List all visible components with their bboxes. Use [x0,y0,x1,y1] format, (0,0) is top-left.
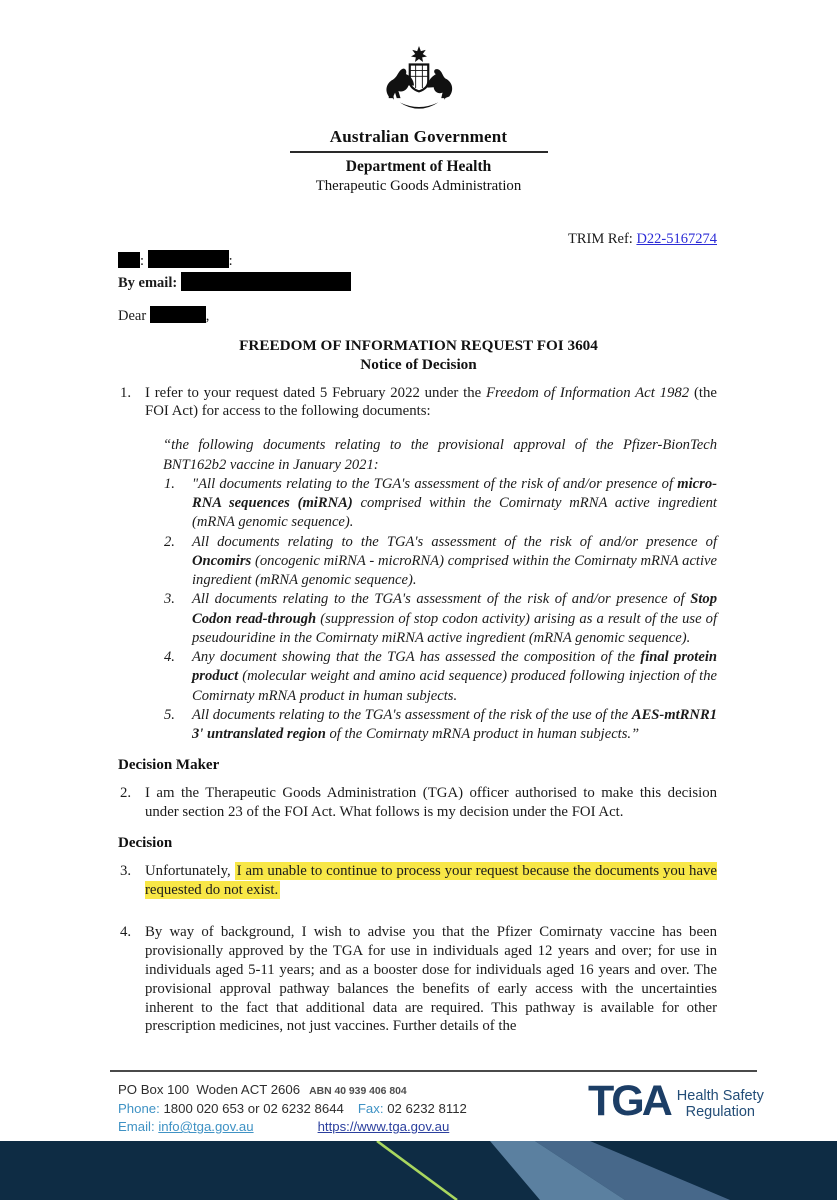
redaction-block [181,272,351,291]
paragraph-3-text: Unfortunately, [145,862,235,879]
quote-item-5 [163,706,717,745]
item-text-post: of the Comirnaty mRNA product in human subjects.” [325,726,640,742]
item-number: 5. [164,706,175,723]
decision-maker-heading: Decision Maker [118,757,220,774]
item-number: 2. [164,533,175,550]
item-text-post: (molecular weight and amino acid sequence) produced following injection of the Comirnaty mRNA product in human subjects. [192,668,717,704]
paragraph-1-text: I refer to your request dated 5 February 2022 under the [145,384,486,401]
trim-ref-label: TRIM Ref: [567,231,637,247]
letterhead [0,0,837,195]
tga-logo-tagline [677,1088,764,1120]
footer-phone-line [118,1100,467,1118]
footer-contact-block [118,1081,467,1137]
header-divider [290,151,548,153]
item-bold-text: final protein product [192,649,717,685]
paragraph-4 [118,923,717,1036]
quote-item-4 [163,648,717,706]
paragraph-2-text: I am the Therapeutic Goods Administration (TGA) officer authorised to make this decision under section 23 of the FOI Act. What follows is my decision under the FOI Act. [145,785,717,821]
trim-ref-line [0,231,717,248]
fax-number: 02 6232 8112 [387,1100,467,1116]
paragraph-number: 3. [120,862,132,879]
recipient-line [118,250,837,272]
department-name: Department of Health [345,158,492,175]
item-bold-text: Stop Codon read-through [192,591,717,627]
paragraph-1-text-post: (the FOI Act) for access to the following documents: [145,384,717,420]
quote-item-1 [163,475,717,533]
quote-item-3 [163,590,717,648]
paragraph-1 [118,384,717,422]
document-title [0,336,837,374]
paragraph-number: 4. [120,924,132,941]
item-text-post: (oncogenic miRNA - microRNA) comprised within the Comirnaty mRNA active ingredient (mRNA genomic sequence). [192,552,717,588]
email-link[interactable]: info@tga.gov.au [158,1119,254,1135]
gov-title: Australian Government [329,127,508,146]
item-bold-text: Oncomirs [192,552,252,569]
website-link[interactable]: https://www.tga.gov.au [317,1119,450,1135]
footer-address-line [118,1081,467,1100]
item-text-post: (suppression of stop codon activity) arising as a result of the use of pseudouridine in the Comirnaty miRNA active ingredient (mRNA genomic sequence). [192,610,717,646]
paragraph-number: 2. [120,785,132,802]
po-box-address: PO Box 100 Woden ACT 2606 [118,1082,301,1097]
abn-number: ABN 40 939 406 804 [309,1086,407,1097]
document-title-line1: FREEDOM OF INFORMATION REQUEST FOI 3604 [239,336,598,354]
item-number: 1. [164,475,175,492]
redaction-separator: : [140,253,145,269]
paragraph-2 [118,784,717,822]
item-text: All documents relating to the TGA's assessment of the risk of the use of the [192,706,632,723]
phone-label: Phone: [118,1100,164,1116]
paragraph-number: 1. [120,384,132,401]
quote-item-2 [163,533,717,591]
item-bold-text: micro-RNA sequences (miRNA) [192,475,717,511]
redaction-separator: : [228,253,233,269]
document-title-line2: Notice of Decision [360,355,477,373]
salutation-line [118,306,837,327]
page-footer [0,1070,837,1142]
salutation-suffix: , [205,308,210,325]
item-text: Any document showing that the TGA has assessed the composition of the [192,649,641,665]
redaction-block [148,250,229,268]
email-label: Email: [118,1119,159,1135]
footer-email-line [118,1118,467,1136]
footer-decorative-band [0,1141,837,1200]
fax-label: Fax: [357,1100,388,1116]
item-text-post: comprised within the Comirnaty mRNA active ingredient (mRNA genomic sequence). [192,495,717,531]
item-bold-text: AES-mtRNR1 3' untranslated region [192,706,717,742]
by-email-label: By email: [118,274,178,291]
address-block [118,250,837,327]
highlighted-decision-text: I am unable to continue to process your request because the documents you have requested do not exist. [145,862,717,898]
salutation-prefix: Dear [118,308,150,325]
tga-logo-text: TGA [588,1077,670,1125]
quoted-request [163,436,717,744]
act-name-italic: Freedom of Information Act 1982 [485,384,690,401]
tagline-line1: Health Safety [676,1088,764,1104]
item-text: All documents relating to the TGA's assessment of the risk of and/or presence of [192,591,691,608]
agency-name: Therapeutic Goods Administration [315,178,522,194]
decision-heading: Decision [118,834,173,851]
australian-coat-of-arms-icon [377,44,461,122]
redaction-block [118,252,140,268]
item-text: All documents relating to the TGA's assessment of the risk of and/or presence of [192,533,717,550]
item-text: "All documents relating to the TGA's assessment of the risk of and/or presence of [192,475,678,492]
phone-number: 1800 020 653 or 02 6232 8644 [163,1100,344,1116]
item-number: 3. [164,591,175,608]
redaction-block [150,306,206,323]
paragraph-3 [118,862,717,900]
trim-ref-link[interactable]: D22-5167274 [636,231,717,247]
tga-logo [588,1077,764,1125]
by-email-line [118,272,837,294]
item-number: 4. [164,649,175,665]
tagline-line2: Regulation [685,1104,755,1121]
quote-intro: “the following documents relating to the provisional approval of the Pfizer-BionTech BNT162b2 vaccine in January 2021: [163,437,717,473]
paragraph-4-text: By way of background, I wish to advise you that the Pfizer Comirnaty vaccine has been provisionally approved by the TGA for use in individuals aged 12 years and over; for use in individuals aged 5-11 years; and as a booster dose for individuals aged 16 years and over. The provisional approval pathway balances the benefits of early access with the uncertainties inherent to the fact that additional data are required. This pathway is available for other prescription medicines, not just vaccines. Further details of the [145,924,717,1035]
